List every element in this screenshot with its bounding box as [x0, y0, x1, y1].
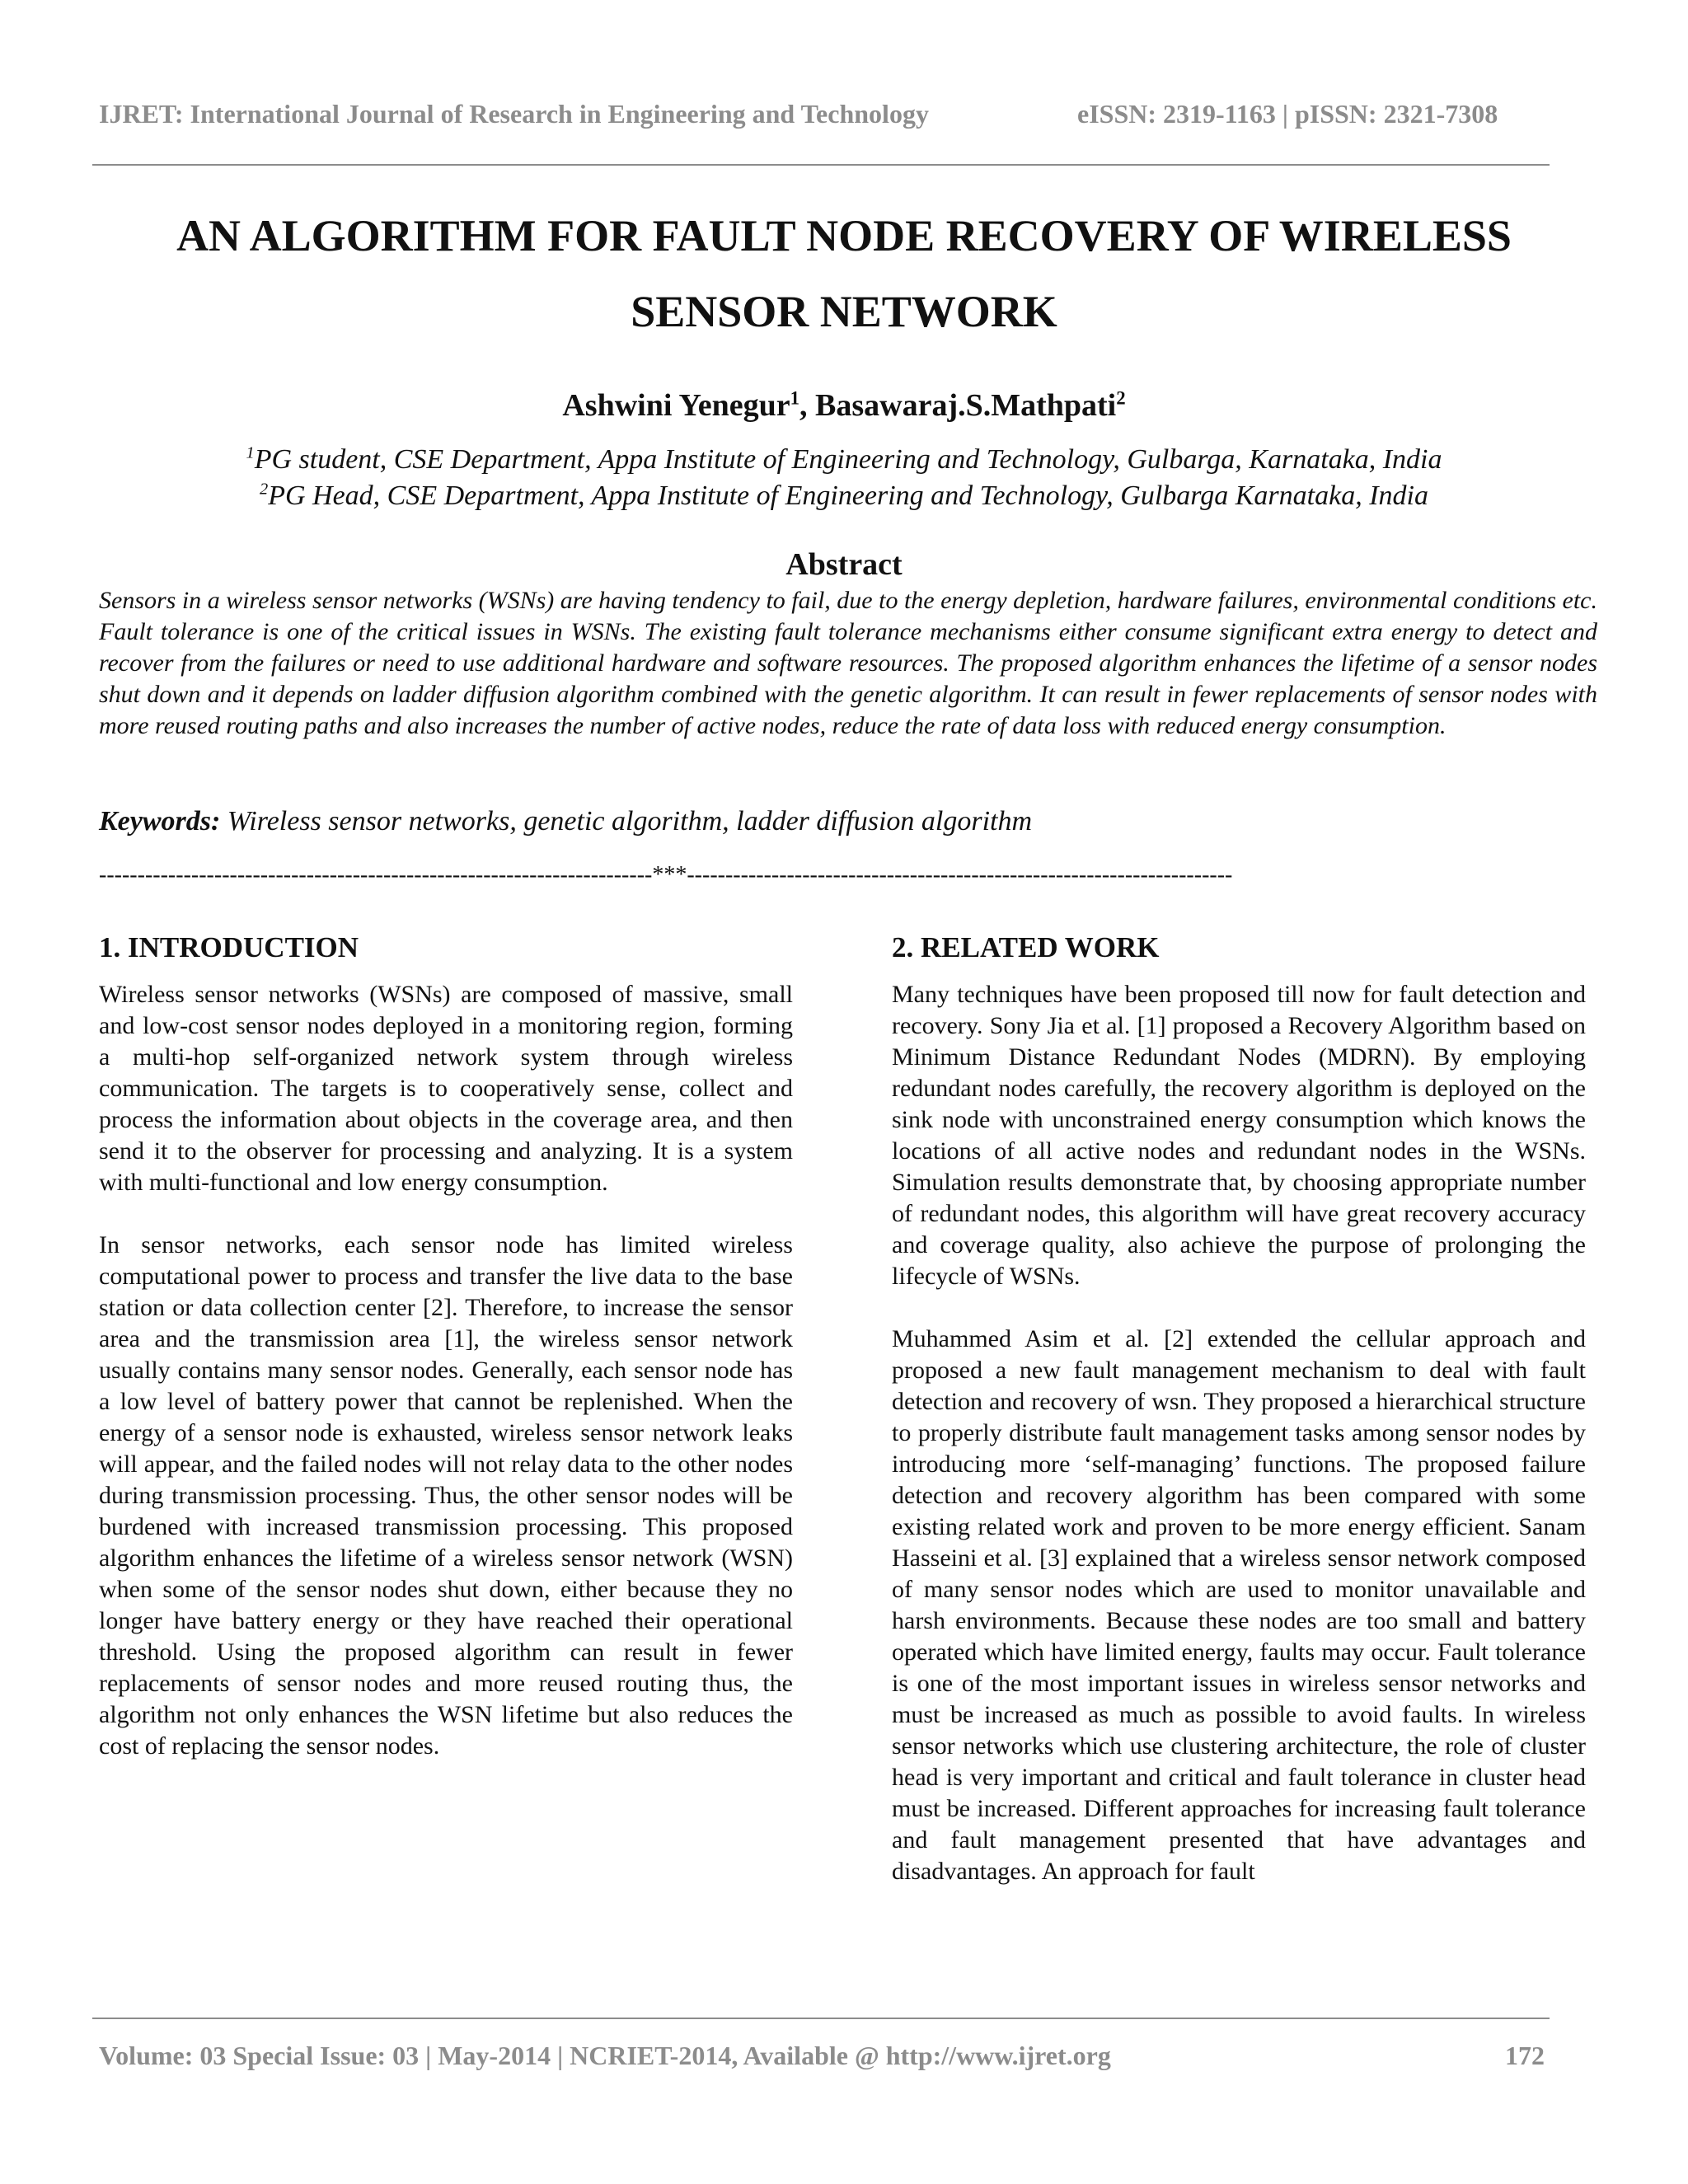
journal-name: IJRET: International Journal of Research in Engineering and Technology [99, 99, 929, 129]
author-separator: , [799, 388, 815, 423]
author-1-sup: 1 [790, 387, 799, 409]
intro-paragraph-2: In sensor networks, each sensor node has limited wireless computational power to process and transfer the live data to the base station or data collection center [2]. Therefore, to increase the sensor area and the transmission area [1], the wireless sensor network usually contains many sensor nodes. Generally, each sensor node has a low level of battery power that cannot be replenished. When the energy of a sensor node is exhausted, wireless sensor network leaks will appear, and the failed nodes will not relay data to the other nodes during transmission processing. Thus, the other sensor nodes will be burdened with increased transmission processing. This proposed algorithm enhances the lifetime of a wireless sensor network (WSN) when some of the sensor nodes shut down, either because they no longer have battery energy or they have reached their operational threshold. Using the proposed algorithm can result in fewer replacements of sensor nodes and more reused routing thus, the algorithm not only enhances the WSN lifetime but also reduces the cost of replacing the sensor nodes. [99, 1231, 793, 1760]
affiliation-2 [99, 478, 1589, 514]
section-separator: ------------------------------------------------------------------------***----------------------------------------------------------------------- [99, 862, 1233, 888]
author-list [99, 387, 1589, 424]
page-number: 172 [1505, 2041, 1545, 2070]
author-2-sup: 2 [1116, 387, 1126, 409]
abstract-text: Sensors in a wireless sensor networks (WSNs) are having tendency to fail, due to the energy depletion, hardware failures, environmental conditions etc. Fault tolerance is one of the critical issues in WSNs. The existing fault tolerance mechanisms either consume significant extra energy to detect and recover from the failures or need to use additional hardware and software resources. The proposed algorithm enhances the lifetime of a sensor nodes shut down and it depends on ladder diffusion algorithm combined with the genetic algorithm. It can result in fewer replacements of sensor nodes with more reused routing paths and also increases the number of active nodes, reduce the rate of data loss with reduced energy consumption. [99, 587, 1597, 739]
affiliations [99, 442, 1589, 514]
affiliation-2-sup: 2 [260, 480, 269, 499]
title-line-2: SENSOR NETWORK [631, 287, 1057, 336]
affiliation-1 [99, 442, 1589, 478]
footer-volume-info: Volume: 03 Special Issue: 03 | May-2014 | NCRIET-2014, Available @ http://www.ijret.org [99, 2041, 1111, 2070]
title-line-1: AN ALGORITHM FOR FAULT NODE RECOVERY OF WIRELESS [176, 211, 1512, 260]
paper-title [99, 198, 1589, 349]
issn-info: eISSN: 2319-1163 | pISSN: 2321-7308 [1077, 99, 1498, 129]
column-right [892, 931, 1586, 1919]
affiliation-1-text: PG student, CSE Department, Appa Institute of Engineering and Technology, Gulbarga, Karnataka, India [254, 444, 1442, 475]
keywords-text: Wireless sensor networks, genetic algorithm, ladder diffusion algorithm [220, 806, 1033, 837]
column-left [99, 931, 793, 1793]
intro-paragraph-1: Wireless sensor networks (WSNs) are composed of massive, small and low-cost sensor nodes deployed in a monitoring region, forming a multi-hop self-organized network system through wireless communication. The targets is to cooperatively sense, collect and process the information about objects in the coverage area, and then send it to the observer for processing and analyzing. It is a system with multi-functional and low energy consumption. [99, 981, 793, 1196]
author-1: Ashwini Yenegur [562, 388, 790, 423]
abstract-heading: Abstract [785, 547, 903, 582]
author-2: Basawaraj.S.Mathpati [815, 388, 1117, 423]
intro-heading: 1. INTRODUCTION [99, 931, 359, 963]
related-paragraph-1: Many techniques have been proposed till now for fault detection and recovery. Sony Jia et al. [1] proposed a Recovery Algorithm based on Minimum Distance Redundant Nodes (MDRN). By employing redundant nodes carefully, the recovery algorithm is deployed on the sink node with unconstrained energy consumption which knows the locations of all active nodes and redundant nodes in the WSNs. Simulation results demonstrate that, by choosing appropriate number of redundant nodes, this algorithm will have great recovery accuracy and coverage quality, also achieve the purpose of prolonging the lifecycle of WSNs. [892, 981, 1586, 1290]
header-divider [92, 164, 1550, 166]
keywords [99, 806, 1589, 837]
footer-divider [92, 2018, 1550, 2019]
related-work-heading: 2. RELATED WORK [892, 931, 1160, 963]
related-paragraph-2: Muhammed Asim et al. [2] extended the cellular approach and proposed a new fault management mechanism to deal with fault detection and recovery of wsn. They proposed a hierarchical structure to properly distribute fault management tasks among sensor nodes by introducing more ‘self-managing’ functions. The proposed failure detection and recovery algorithm has been compared with some existing related work and proven to be more energy efficient. Sanam Hasseini et al. [3] explained that a wireless sensor network composed of many sensor nodes which are used to monitor unavailable and harsh environments. Because these nodes are too small and battery operated which have limited energy, faults may occur. Fault tolerance is one of the most important issues in wireless sensor networks and must be increased as much as possible to avoid faults. In wireless sensor networks which use clustering architecture, the role of cluster head is very important and critical and fault tolerance in cluster head must be increased. Different approaches for increasing fault tolerance and fault management presented that have advantages and disadvantages. An approach for fault [892, 1325, 1586, 1885]
keywords-label: Keywords: [99, 806, 221, 837]
affiliation-2-text: PG Head, CSE Department, Appa Institute of Engineering and Technology, Gulbarga Karnataka, India [268, 480, 1428, 511]
affiliation-1-sup: 1 [246, 443, 255, 462]
